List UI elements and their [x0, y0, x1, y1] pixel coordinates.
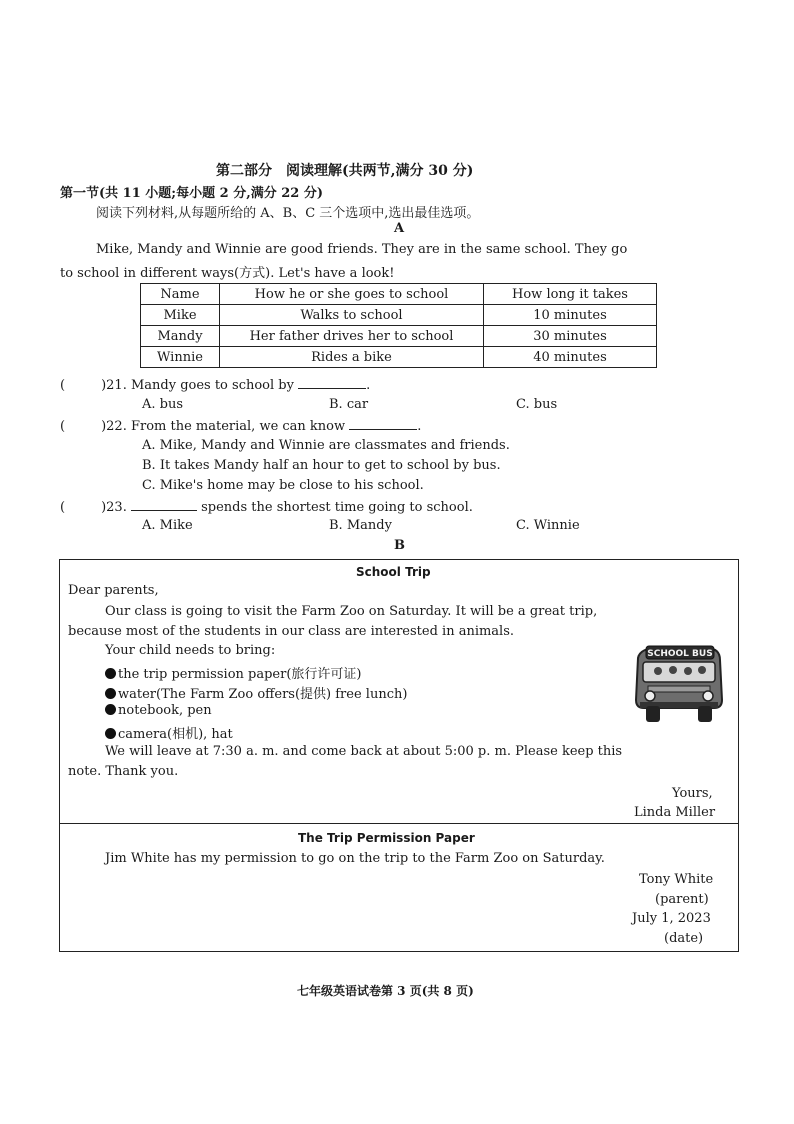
parent-label: (parent) [655, 892, 709, 907]
answer-paren: ( [60, 419, 66, 434]
table-cell: 10 minutes [484, 305, 657, 326]
option-22-b: B. It takes Mandy half an hour to get to school by bus. [142, 458, 501, 473]
bring-item-text: camera(相机), hat [118, 727, 233, 742]
table-cell: Walks to school [220, 305, 484, 326]
bus-sign: SCHOOL BUS [647, 649, 713, 659]
bring-item [105, 703, 212, 718]
answer-blank[interactable] [298, 376, 366, 389]
leave-line2: note. Thank you. [68, 764, 179, 779]
bring-item-text: notebook, pen [118, 703, 212, 718]
table-header-cell: How long it takes [484, 284, 657, 305]
option-21-a: A. bus [142, 397, 184, 412]
question-stem-end: . [366, 378, 371, 393]
notice-para1-line2: because most of the students in our class are interested in animals. [68, 624, 515, 639]
table-cell: Mandy [141, 326, 220, 347]
question-23 [60, 498, 473, 515]
notice-signature: Linda Miller [634, 805, 716, 820]
question-stem: )23. [101, 500, 127, 515]
answer-blank[interactable] [349, 417, 417, 430]
passage-a-intro-line2: to school in different ways(方式). Let's have a look! [60, 266, 395, 281]
question-stem: )22. From the material, we can know [101, 419, 346, 434]
option-22-a: A. Mike, Mandy and Winnie are classmates and friends. [142, 438, 510, 453]
bring-item-text: the trip permission paper(旅行许可证) [118, 667, 362, 682]
table-cell: 40 minutes [484, 347, 657, 368]
passage-b-label: B [394, 538, 405, 553]
table-cell: Her father drives her to school [220, 326, 484, 347]
answer-paren: ( [60, 378, 66, 393]
table-header-cell: Name [141, 284, 220, 305]
bullet-icon [105, 668, 116, 679]
option-21-c: C. bus [516, 397, 558, 412]
bring-item [105, 663, 361, 682]
instruction-text: 阅读下列材料,从每题所给的 A、B、C 三个选项中,选出最佳选项。 [96, 206, 480, 221]
table-cell: 30 minutes [484, 326, 657, 347]
bring-item [105, 683, 407, 702]
question-stem-end: . [417, 419, 422, 434]
question-stem-end: spends the shortest time going to school. [201, 500, 473, 515]
table-cell: Mike [141, 305, 220, 326]
notice-closing: Yours, [672, 786, 713, 801]
notice-divider [59, 823, 739, 824]
bullet-icon [105, 728, 116, 739]
option-21-b: B. car [329, 397, 369, 412]
date-value: July 1, 2023 [632, 911, 711, 926]
bring-intro: Your child needs to bring: [105, 643, 276, 658]
leave-line1: We will leave at 7:30 a. m. and come back at about 5:00 p. m. Please keep this [105, 744, 623, 759]
date-label: (date) [664, 931, 704, 946]
option-23-c: C. Winnie [516, 518, 580, 533]
table-row [141, 326, 657, 347]
parent-name: Tony White [639, 872, 714, 887]
notice-title: School Trip [356, 565, 431, 579]
bring-item-text: water(The Farm Zoo offers(提供) free lunch) [118, 687, 408, 702]
table-cell: Rides a bike [220, 347, 484, 368]
table-row [141, 305, 657, 326]
school-bus-icon [628, 640, 728, 726]
bullet-icon [105, 704, 116, 715]
question-stem: )21. Mandy goes to school by [101, 378, 294, 393]
bullet-icon [105, 688, 116, 699]
notice-greeting: Dear parents, [68, 583, 159, 598]
table-header-cell: How he or she goes to school [220, 284, 484, 305]
section-title: 第一节(共 11 小题;每小题 2 分,满分 22 分) [60, 186, 324, 201]
permission-title: The Trip Permission Paper [298, 831, 475, 845]
option-23-a: A. Mike [142, 518, 193, 533]
part-title: 第二部分 阅读理解(共两节,满分 30 分) [216, 163, 474, 179]
option-23-b: B. Mandy [329, 518, 392, 533]
question-22 [60, 417, 421, 434]
answer-paren: ( [60, 500, 66, 515]
bring-item [105, 723, 233, 742]
answer-blank[interactable] [131, 498, 197, 511]
page-footer: 七年级英语试卷第 3 页(共 8 页) [297, 984, 474, 998]
passage-a-label: A [394, 221, 405, 236]
table-cell: Winnie [141, 347, 220, 368]
passage-a-intro-line1: Mike, Mandy and Winnie are good friends. They are in the same school. They go [96, 242, 628, 257]
table-header-row [141, 284, 657, 305]
transport-table [140, 283, 657, 368]
notice-para1-line1: Our class is going to visit the Farm Zoo on Saturday. It will be a great trip, [105, 604, 598, 619]
table-row [141, 347, 657, 368]
permission-text: Jim White has my permission to go on the trip to the Farm Zoo on Saturday. [105, 851, 605, 866]
question-21 [60, 376, 370, 393]
option-22-c: C. Mike's home may be close to his school. [142, 478, 424, 493]
